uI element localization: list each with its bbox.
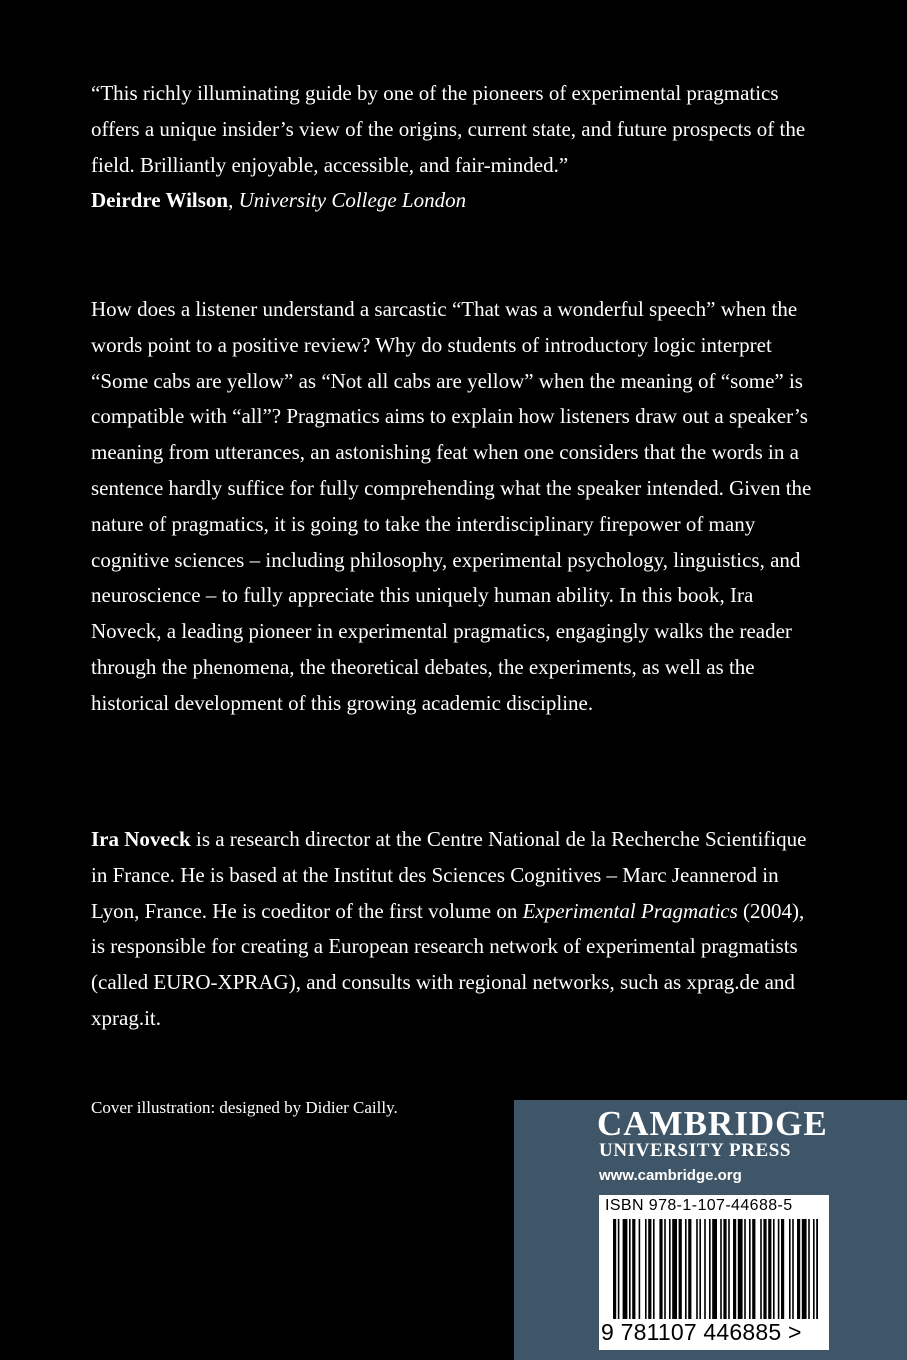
barcode-bar: [733, 1219, 736, 1319]
barcode-bar: [781, 1219, 784, 1319]
barcode-digits: 9 781107 446885 >: [601, 1319, 802, 1345]
publisher-name: CAMBRIDGE: [597, 1104, 828, 1143]
barcode-panel: [599, 1195, 829, 1350]
quote-text: “This richly illuminating guide by one of the pioneers of experimental pragmatics offers a unique insider’s view of the origins, current state, and future prospects of the field. Brilliantly enjoyable, accessible, and fair-minded.”: [91, 81, 806, 177]
barcode-bar: [699, 1219, 701, 1319]
barcode-bar: [778, 1219, 780, 1319]
quote-attribution-affiliation: University College London: [238, 188, 467, 213]
endorsement-quote: [91, 76, 821, 219]
barcode-bar: [672, 1219, 677, 1319]
barcode-bar: [738, 1219, 743, 1319]
publisher-subtitle: UNIVERSITY PRESS: [599, 1140, 792, 1161]
barcode-bar: [808, 1219, 810, 1319]
barcode-bar: [664, 1219, 666, 1319]
barcode-bar: [797, 1219, 800, 1319]
barcode-bar: [613, 1219, 616, 1319]
barcode-bar: [679, 1219, 682, 1319]
barcode-bar: [648, 1219, 651, 1319]
barcode-bar: [752, 1219, 755, 1319]
barcode-bar: [760, 1219, 762, 1319]
barcode-bar: [723, 1219, 726, 1319]
barcode-bar: [639, 1219, 641, 1319]
barcode-bar: [618, 1219, 620, 1319]
barcode-bar: [704, 1219, 706, 1319]
barcode-bar: [653, 1219, 655, 1319]
barcode-bar: [629, 1219, 631, 1319]
quote-attribution-separator: ,: [228, 188, 239, 213]
barcode-bar: [816, 1219, 818, 1319]
barcode-bar: [773, 1219, 775, 1319]
book-description: How does a listener understand a sarcastic “That was a wonderful speech” when the words point to a positive review? Why do students of introductory logic interpret “Some cabs are yellow” as “Not all cabs are yellow” when the meaning of “some” is compatible with “all”? Pragmatics aims to explain how listeners draw out a speaker’s meaning from utterances, an astonishing feat when one considers that the words in a sentence hardly suffice for fully comprehending what the speaker intended. Given the nature of pragmatics, it is going to take the interdisciplinary firepower of many cognitive sciences – including philosophy, experimental psychology, linguistics, and neuroscience – to fully appreciate this uniquely human ability. In this book, Ira Noveck, a leading pioneer in experimental pragmatics, engagingly walks the reader through the phenomena, the theoretical debates, the experiments, as well as the historical development of this growing academic discipline.: [91, 297, 812, 715]
barcode-bar: [728, 1219, 730, 1319]
barcode-bar: [744, 1219, 746, 1319]
barcode-bar: [720, 1219, 722, 1319]
barcode-bar: [792, 1219, 794, 1319]
bio-book-title: Experimental Pragmatics: [522, 898, 738, 923]
barcode-bar: [669, 1219, 671, 1319]
bio-text-part2: (2004), is responsible for creating a European research network of experimental pragmatists (called EURO-XPRAG), and consults with regional networks, such as xprag.de and xprag.it.: [91, 898, 805, 1030]
quote-attribution-name: Deirdre Wilson: [91, 188, 229, 213]
barcode-bar: [688, 1219, 691, 1319]
barcode-bar: [749, 1219, 751, 1319]
author-bio: [91, 822, 821, 1037]
isbn-label: ISBN 978-1-107-44688-5: [605, 1197, 793, 1214]
barcode-bar: [802, 1219, 807, 1319]
cover-credit: Cover illustration: designed by Didier Cailly.: [91, 1098, 398, 1117]
barcode-bar: [623, 1219, 628, 1319]
barcode-bar: [685, 1219, 687, 1319]
publisher-url: www.cambridge.org: [599, 1167, 742, 1184]
barcode-bar: [645, 1219, 647, 1319]
barcode-bar: [712, 1219, 717, 1319]
barcode-bar: [789, 1219, 791, 1319]
barcode-bar: [768, 1219, 771, 1319]
barcode-bar: [696, 1219, 698, 1319]
publisher-box: [514, 1100, 907, 1360]
barcode-bar: [709, 1219, 711, 1319]
barcode-bar: [813, 1219, 815, 1319]
barcode-bar: [763, 1219, 766, 1319]
barcode-icon: [613, 1219, 818, 1319]
barcode-bar: [659, 1219, 662, 1319]
bio-text-part1: is a research director at the Centre National de la Recherche Scientifique in France. He is based at the Institut des Sciences Cognitives – Marc Jeannerod in Lyon, France. He is coeditor of the first volume on: [91, 827, 807, 923]
author-name: Ira Noveck: [91, 827, 191, 851]
barcode-bar: [632, 1219, 635, 1319]
